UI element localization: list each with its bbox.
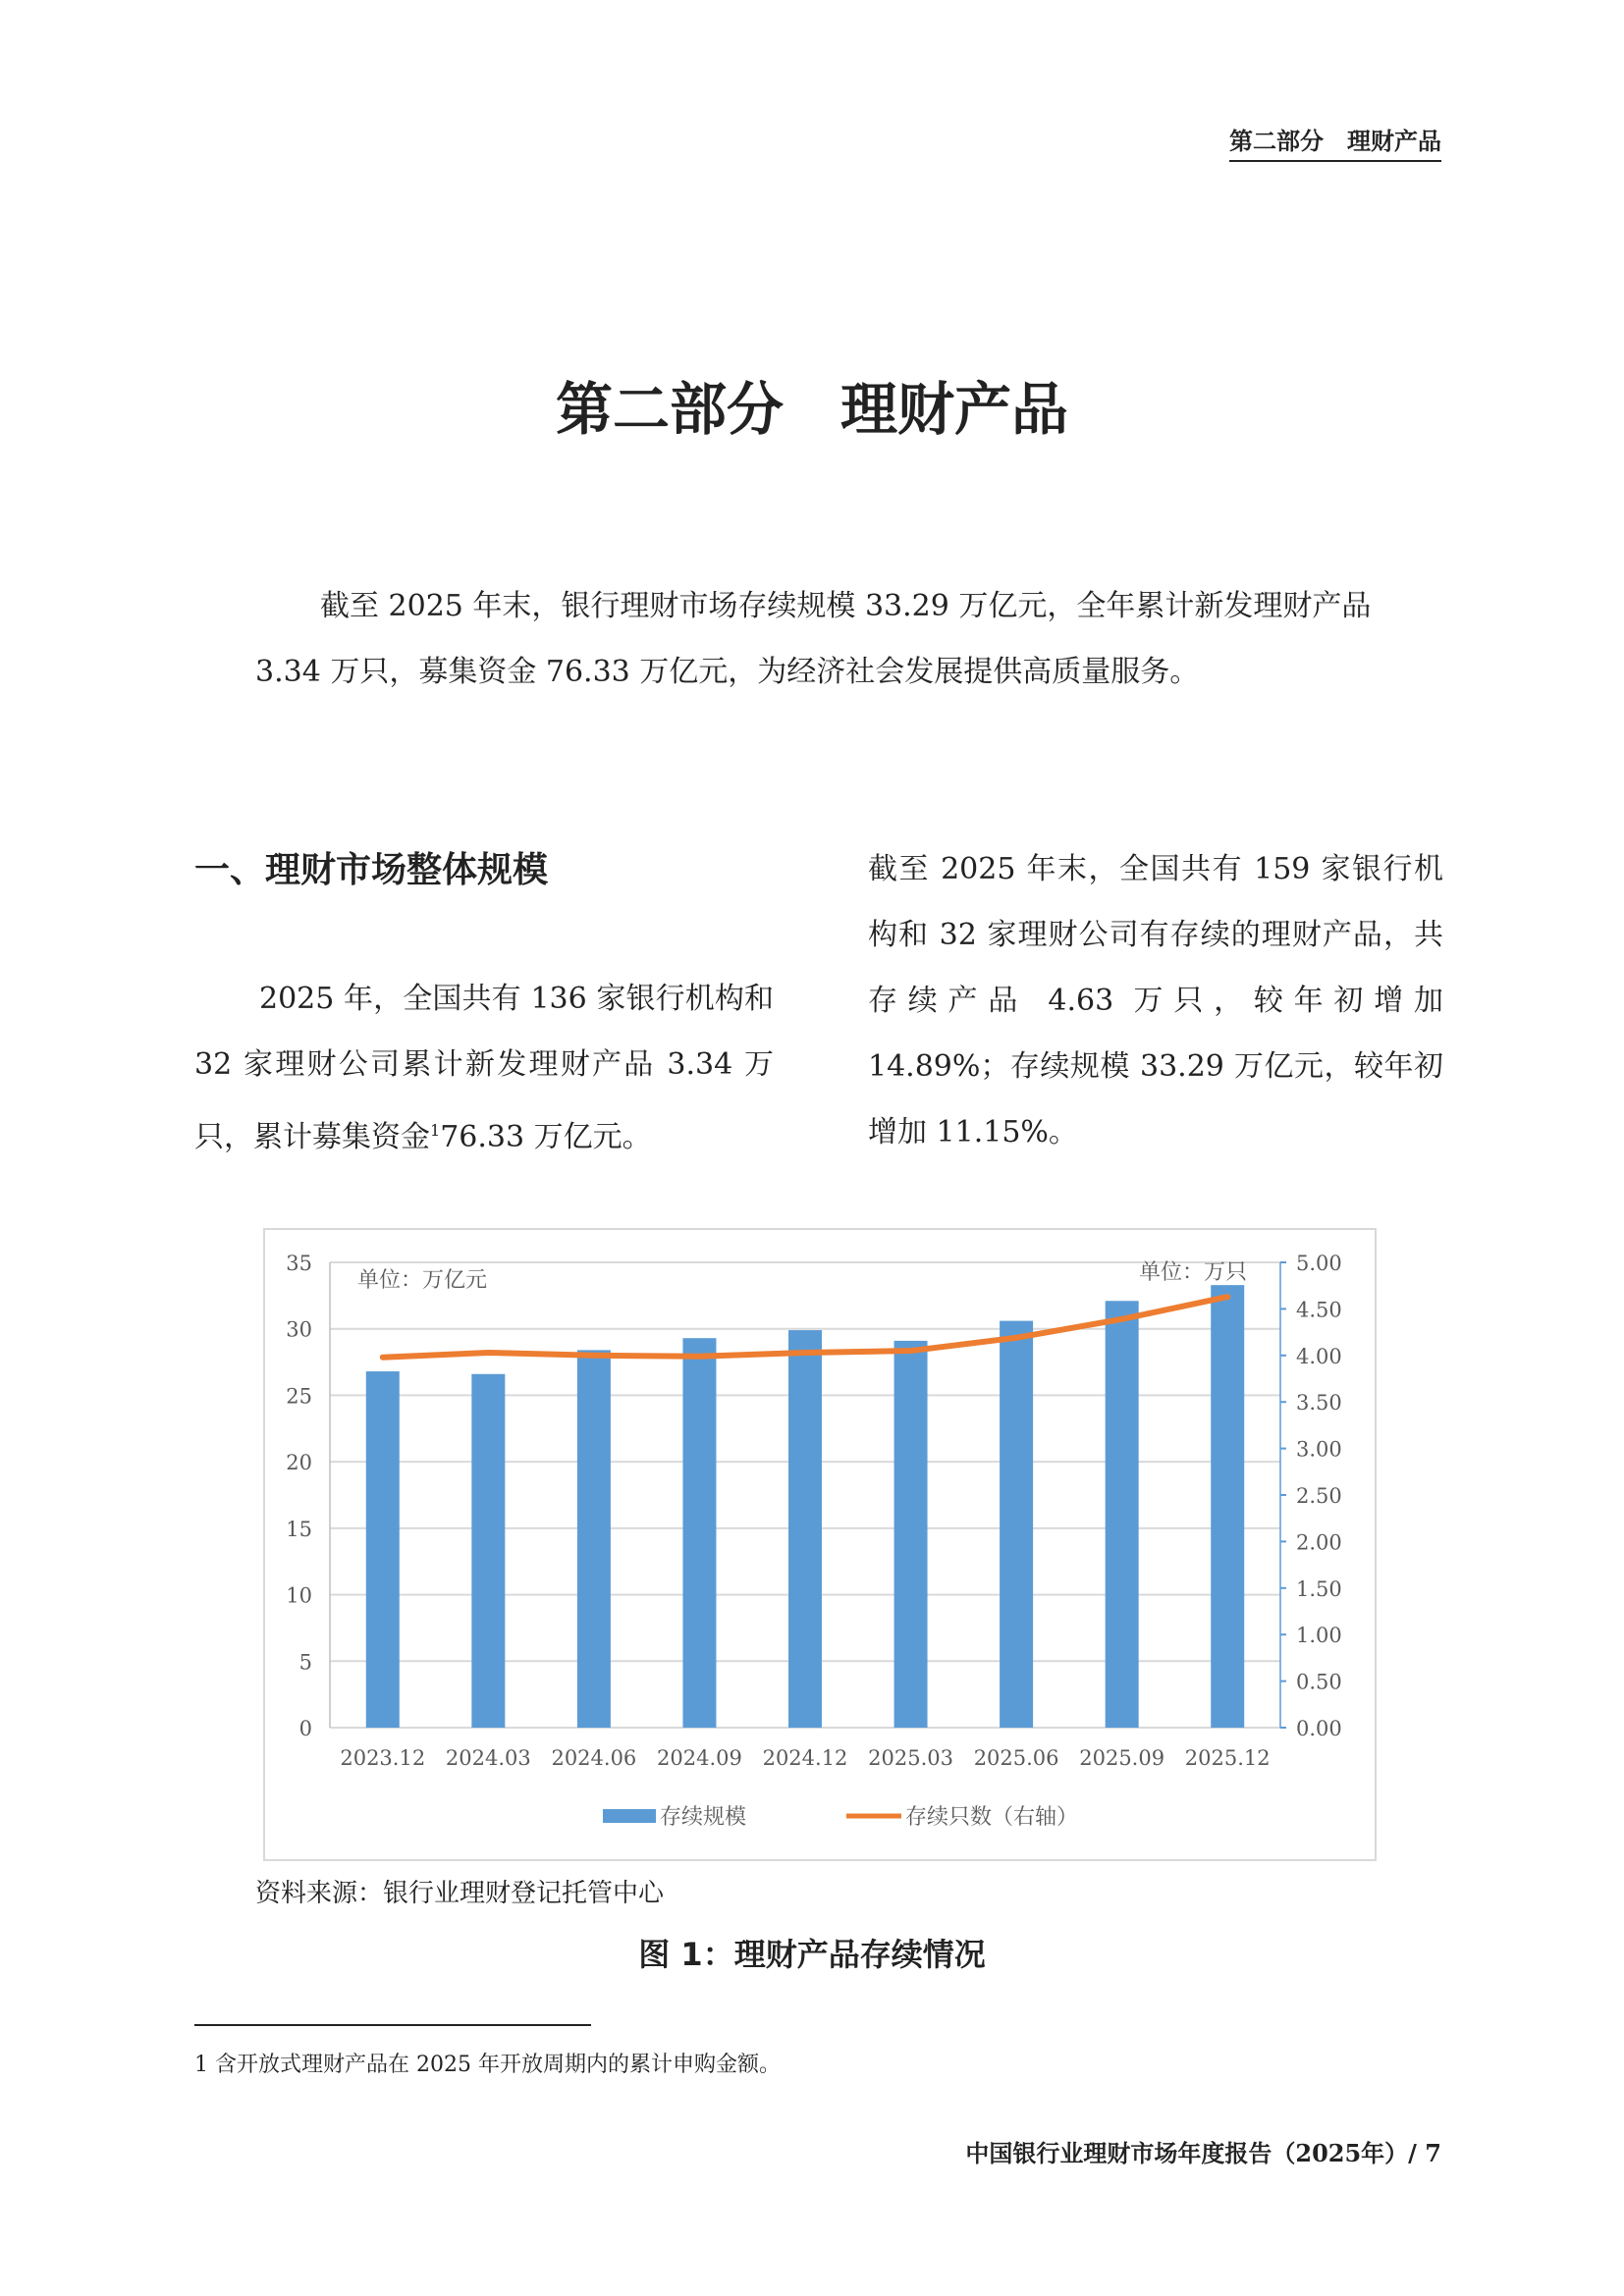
intro-text: 截至 2025 年末，银行理财市场存续规模 33.29 万亿元，全年累计新发理财产品 3.34 万只，募集资金 76.33 万亿元，为经济社会发展提供高质量服务。	[255, 589, 1372, 689]
left-unit-label: 单位：万亿元	[357, 1268, 488, 1293]
y2-tick-label: 2.50	[1296, 1484, 1342, 1508]
y-tick-label: 20	[286, 1451, 312, 1475]
bar	[1211, 1285, 1244, 1728]
bar	[788, 1330, 822, 1728]
y-tick-label: 10	[286, 1583, 312, 1608]
right-unit-label: 单位：万只	[1138, 1260, 1247, 1285]
y2-tick-label: 4.50	[1296, 1298, 1342, 1322]
left-paragraph	[194, 966, 774, 1170]
bar	[471, 1374, 505, 1728]
x-tick-label: 2024.06	[551, 1746, 637, 1770]
y2-tick-label: 3.00	[1296, 1437, 1342, 1462]
x-tick-label: 2024.03	[445, 1746, 531, 1770]
x-tick-label: 2024.09	[657, 1746, 742, 1770]
footnote-divider	[194, 2024, 591, 2026]
x-tick-label: 2025.12	[1184, 1746, 1271, 1770]
bar	[894, 1341, 928, 1728]
page-footer: 中国银行业理财市场年度报告（2025年）/ 7	[965, 2139, 1441, 2167]
left-text-b: 76.33 万亿元。	[440, 1120, 652, 1154]
y2-tick-label: 1.50	[1296, 1576, 1342, 1601]
y2-tick-label: 3.50	[1296, 1391, 1342, 1415]
x-tick-label: 2025.06	[973, 1746, 1059, 1770]
legend-swatch-bars	[603, 1809, 656, 1823]
legend-label-line: 存续只数（右轴）	[905, 1805, 1079, 1830]
x-tick-label: 2023.12	[340, 1746, 426, 1770]
section-heading: 一、理财市场整体规模	[194, 850, 549, 890]
running-header: 第二部分 理财产品	[1229, 122, 1441, 162]
y-tick-label: 5	[298, 1650, 312, 1675]
figure-caption: 图 1：理财产品存续情况	[638, 1936, 986, 1973]
y2-tick-label: 0.50	[1296, 1670, 1342, 1694]
x-tick-label: 2024.12	[762, 1746, 848, 1770]
y2-tick-label: 2.00	[1296, 1530, 1342, 1555]
chart-svg	[265, 1230, 1375, 1859]
chart	[263, 1228, 1377, 1861]
y-tick-label: 30	[286, 1317, 312, 1342]
y-tick-label: 0	[298, 1717, 312, 1740]
footnote-ref[interactable]: 1	[430, 1121, 441, 1140]
y-tick-label: 15	[286, 1517, 312, 1541]
bar	[577, 1350, 611, 1728]
chart-source: 资料来源：银行业理财登记托管中心	[255, 1879, 665, 1908]
bar	[1106, 1301, 1139, 1728]
x-tick-label: 2025.09	[1079, 1746, 1165, 1770]
bar	[682, 1338, 716, 1728]
y-tick-label: 35	[286, 1252, 312, 1275]
left-text-a: 2025 年，全国共有 136 家银行机构和 32 家理财公司累计新发理财产品 3.34 万只，累计募集资金	[194, 982, 774, 1154]
legend-label-bars: 存续规模	[660, 1805, 747, 1830]
footnote: 1 含开放式理财产品在 2025 年开放周期内的累计申购金额。	[194, 2053, 781, 2077]
page-title: 第二部分 理财产品	[555, 376, 1068, 443]
y-tick-label: 25	[286, 1384, 312, 1409]
y2-tick-label: 1.00	[1296, 1624, 1342, 1648]
y2-tick-label: 0.00	[1296, 1717, 1342, 1740]
intro-paragraph	[255, 573, 1394, 705]
bar	[366, 1371, 400, 1728]
bar	[1000, 1321, 1033, 1728]
y2-tick-label: 4.00	[1296, 1344, 1342, 1368]
right-paragraph: 截至 2025 年末，全国共有 159 家银行机构和 32 家理财公司有存续的理财产品，共存续产品 4.63 万只，较年初增加 14.89%；存续规模 33.29 万亿元，较年初增加 11.15%。	[868, 852, 1443, 1149]
y2-tick-label: 5.00	[1296, 1252, 1342, 1275]
x-tick-label: 2025.03	[868, 1746, 953, 1770]
